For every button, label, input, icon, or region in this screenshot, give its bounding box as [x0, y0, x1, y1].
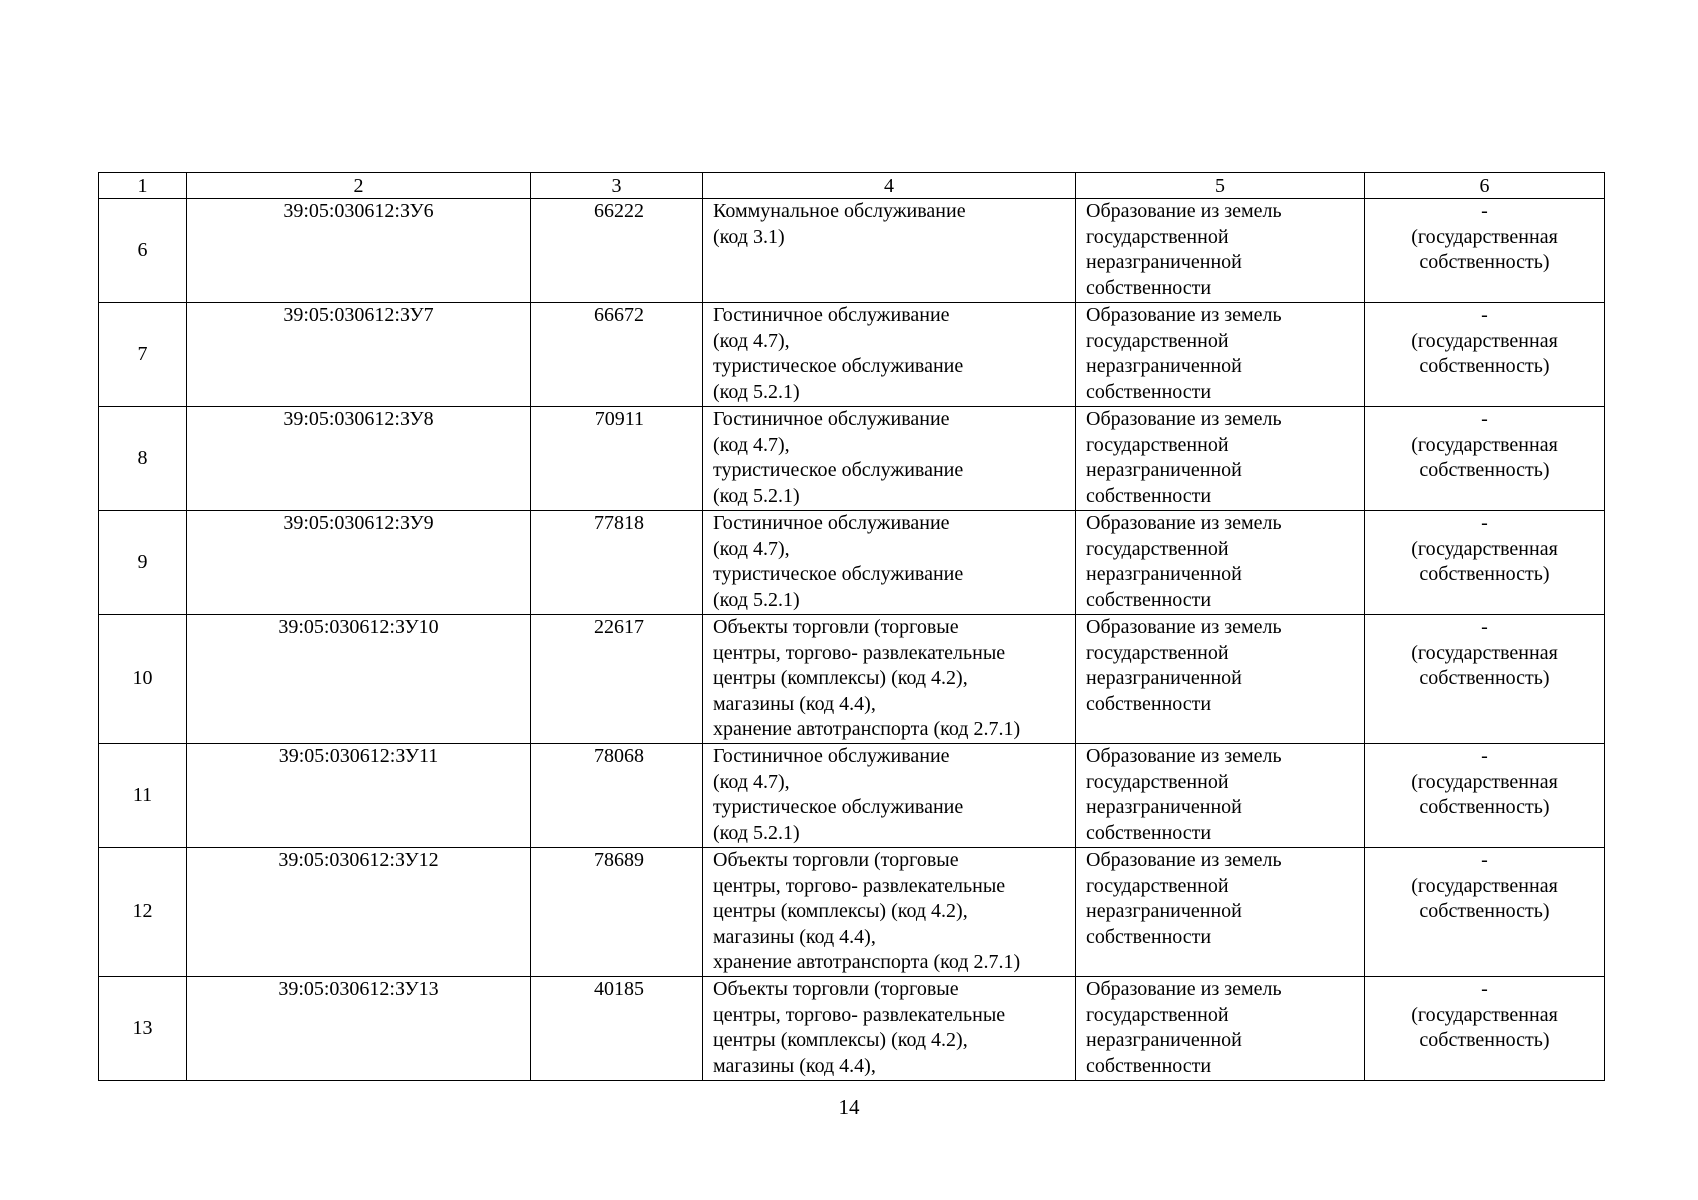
ownership-cell — [1365, 615, 1605, 744]
formation-method-cell-line: собственности — [1086, 1054, 1212, 1077]
ownership-cell-line: собственность) — [1419, 355, 1550, 378]
permitted-use-cell-line: Гостиничное обслуживание — [713, 745, 950, 767]
formation-method-cell-line: государственной — [1086, 433, 1229, 456]
formation-method-cell-line: неразграниченной — [1086, 459, 1242, 482]
ownership-cell — [1365, 303, 1605, 407]
permitted-use-cell-line: магазины (код 4.4), — [713, 1054, 876, 1077]
page-number: 14 — [838, 1095, 860, 1119]
permitted-use-cell-line: центры, торгово- развлекательные — [713, 874, 1006, 897]
formation-method-cell-line: Образование из земель — [1086, 200, 1282, 222]
permitted-use-cell-line: Гостиничное обслуживание — [713, 304, 950, 326]
table-row — [99, 977, 1605, 1081]
formation-method-cell — [1076, 615, 1365, 744]
ownership-cell-line: - — [1481, 849, 1488, 871]
column-number-cell: 3 — [531, 173, 703, 199]
column-number-cell: 6 — [1365, 173, 1605, 199]
table-body — [99, 173, 1605, 1081]
formation-method-cell — [1076, 303, 1365, 407]
formation-method-cell-line: государственной — [1086, 225, 1229, 248]
row-number-cell: 13 — [99, 977, 187, 1081]
area-cell: 70911 — [531, 407, 703, 511]
formation-method-cell-line: неразграниченной — [1086, 563, 1242, 586]
permitted-use-cell-line: центры, торгово- развлекательные — [713, 1003, 1006, 1026]
ownership-cell-line: собственность) — [1419, 1029, 1550, 1052]
formation-method-cell-line: Образование из земель — [1086, 512, 1282, 534]
ownership-cell-line: собственность) — [1419, 796, 1550, 819]
cadastral-number-cell: 39:05:030612:ЗУ12 — [187, 848, 531, 977]
permitted-use-cell-line: центры (комплексы) (код 4.2), — [713, 1029, 968, 1052]
row-number-cell: 7 — [99, 303, 187, 407]
permitted-use-cell-line: (код 5.2.1) — [713, 821, 800, 844]
permitted-use-cell — [703, 977, 1076, 1081]
permitted-use-cell — [703, 511, 1076, 615]
permitted-use-cell-line: туристическое обслуживание — [713, 355, 964, 378]
table-row — [99, 199, 1605, 303]
permitted-use-cell — [703, 744, 1076, 848]
area-cell: 66672 — [531, 303, 703, 407]
table-row — [99, 744, 1605, 848]
ownership-cell-line: - — [1481, 200, 1488, 222]
formation-method-cell-line: государственной — [1086, 329, 1229, 352]
cadastral-number-cell: 39:05:030612:ЗУ11 — [187, 744, 531, 848]
formation-method-cell-line: собственности — [1086, 821, 1212, 844]
cadastral-number-cell: 39:05:030612:ЗУ8 — [187, 407, 531, 511]
formation-method-cell-line: государственной — [1086, 641, 1229, 664]
formation-method-cell — [1076, 407, 1365, 511]
ownership-cell — [1365, 199, 1605, 303]
formation-method-cell — [1076, 199, 1365, 303]
permitted-use-cell-line: (код 4.7), — [713, 329, 790, 352]
area-cell: 78689 — [531, 848, 703, 977]
formation-method-cell-line: Образование из земель — [1086, 978, 1282, 1000]
formation-method-cell-line: собственности — [1086, 276, 1212, 299]
table-row — [99, 615, 1605, 744]
permitted-use-cell — [703, 303, 1076, 407]
ownership-cell-line: (государственная — [1411, 874, 1558, 897]
column-number-cell: 1 — [99, 173, 187, 199]
permitted-use-cell-line: центры (комплексы) (код 4.2), — [713, 667, 968, 690]
formation-method-cell — [1076, 977, 1365, 1081]
permitted-use-cell-line: Гостиничное обслуживание — [713, 512, 950, 534]
permitted-use-cell-line: Коммунальное обслуживание — [713, 200, 966, 222]
ownership-cell-line: собственность) — [1419, 251, 1550, 274]
ownership-cell-line: (государственная — [1411, 641, 1558, 664]
ownership-cell-line: (государственная — [1411, 1003, 1558, 1026]
permitted-use-cell — [703, 407, 1076, 511]
area-cell: 78068 — [531, 744, 703, 848]
formation-method-cell-line: государственной — [1086, 1003, 1229, 1026]
formation-method-cell-line: Образование из земель — [1086, 745, 1282, 767]
ownership-cell-line: - — [1481, 978, 1488, 1000]
cadastral-number-cell: 39:05:030612:ЗУ7 — [187, 303, 531, 407]
ownership-cell-line: - — [1481, 745, 1488, 767]
area-cell: 22617 — [531, 615, 703, 744]
cadastral-number-cell: 39:05:030612:ЗУ9 — [187, 511, 531, 615]
cadastral-number-cell: 39:05:030612:ЗУ13 — [187, 977, 531, 1081]
table-row — [99, 511, 1605, 615]
area-cell: 40185 — [531, 977, 703, 1081]
formation-method-cell-line: собственности — [1086, 484, 1212, 507]
area-cell: 77818 — [531, 511, 703, 615]
formation-method-cell-line: собственности — [1086, 380, 1212, 403]
formation-method-cell-line: Образование из земель — [1086, 408, 1282, 430]
ownership-cell — [1365, 848, 1605, 977]
permitted-use-cell-line: (код 4.7), — [713, 537, 790, 560]
permitted-use-cell-line: магазины (код 4.4), — [713, 925, 876, 948]
ownership-cell-line: - — [1481, 616, 1488, 638]
row-number-cell: 12 — [99, 848, 187, 977]
row-number-cell: 10 — [99, 615, 187, 744]
ownership-cell — [1365, 407, 1605, 511]
table-row — [99, 303, 1605, 407]
permitted-use-cell-line: (код 5.2.1) — [713, 380, 800, 403]
ownership-cell-line: собственность) — [1419, 563, 1550, 586]
ownership-cell — [1365, 511, 1605, 615]
permitted-use-cell-line: туристическое обслуживание — [713, 796, 964, 819]
permitted-use-cell — [703, 199, 1076, 303]
formation-method-cell-line: неразграниченной — [1086, 1029, 1242, 1052]
formation-method-cell-line: государственной — [1086, 874, 1229, 897]
permitted-use-cell-line: (код 4.7), — [713, 770, 790, 793]
permitted-use-cell-line: туристическое обслуживание — [713, 459, 964, 482]
permitted-use-cell-line: (код 5.2.1) — [713, 588, 800, 611]
formation-method-cell-line: Образование из земель — [1086, 849, 1282, 871]
permitted-use-cell — [703, 848, 1076, 977]
permitted-use-cell-line: центры (комплексы) (код 4.2), — [713, 900, 968, 923]
permitted-use-cell-line: Гостиничное обслуживание — [713, 408, 950, 430]
ownership-cell-line: - — [1481, 304, 1488, 326]
ownership-cell-line: (государственная — [1411, 225, 1558, 248]
row-number-cell: 6 — [99, 199, 187, 303]
permitted-use-cell-line: центры, торгово- развлекательные — [713, 641, 1006, 664]
permitted-use-cell-line: туристическое обслуживание — [713, 563, 964, 586]
ownership-cell-line: (государственная — [1411, 537, 1558, 560]
ownership-cell — [1365, 744, 1605, 848]
permitted-use-cell — [703, 615, 1076, 744]
area-cell: 66222 — [531, 199, 703, 303]
formation-method-cell — [1076, 511, 1365, 615]
formation-method-cell-line: собственности — [1086, 588, 1212, 611]
row-number-cell: 8 — [99, 407, 187, 511]
formation-method-cell-line: государственной — [1086, 537, 1229, 560]
ownership-cell-line: - — [1481, 512, 1488, 534]
column-number-cell: 5 — [1076, 173, 1365, 199]
formation-method-cell-line: неразграниченной — [1086, 355, 1242, 378]
land-plots-table — [98, 172, 1605, 1081]
table-row — [99, 407, 1605, 511]
ownership-cell-line: собственность) — [1419, 459, 1550, 482]
row-number-cell: 9 — [99, 511, 187, 615]
permitted-use-cell-line: хранение автотранспорта (код 2.7.1) — [713, 951, 1021, 974]
formation-method-cell — [1076, 744, 1365, 848]
formation-method-cell-line: собственности — [1086, 692, 1212, 715]
formation-method-cell-line: неразграниченной — [1086, 796, 1242, 819]
ownership-cell-line: собственность) — [1419, 667, 1550, 690]
column-number-cell: 4 — [703, 173, 1076, 199]
formation-method-cell-line: неразграниченной — [1086, 667, 1242, 690]
ownership-cell-line: собственность) — [1419, 900, 1550, 923]
column-number-row — [99, 173, 1605, 199]
ownership-cell-line: (государственная — [1411, 329, 1558, 352]
ownership-cell-line: - — [1481, 408, 1488, 430]
cadastral-number-cell: 39:05:030612:ЗУ6 — [187, 199, 531, 303]
permitted-use-cell-line: (код 3.1) — [713, 225, 785, 248]
formation-method-cell-line: Образование из земель — [1086, 304, 1282, 326]
cadastral-number-cell: 39:05:030612:ЗУ10 — [187, 615, 531, 744]
permitted-use-cell-line: Объекты торговли (торговые — [713, 849, 959, 871]
table-row — [99, 848, 1605, 977]
formation-method-cell-line: неразграниченной — [1086, 251, 1242, 274]
permitted-use-cell-line: Объекты торговли (торговые — [713, 616, 959, 638]
permitted-use-cell-line: магазины (код 4.4), — [713, 692, 876, 715]
ownership-cell-line: (государственная — [1411, 433, 1558, 456]
formation-method-cell-line: Образование из земель — [1086, 616, 1282, 638]
permitted-use-cell-line: Объекты торговли (торговые — [713, 978, 959, 1000]
ownership-cell-line: (государственная — [1411, 770, 1558, 793]
formation-method-cell-line: собственности — [1086, 925, 1212, 948]
formation-method-cell-line: государственной — [1086, 770, 1229, 793]
permitted-use-cell-line: (код 4.7), — [713, 433, 790, 456]
ownership-cell — [1365, 977, 1605, 1081]
column-number-cell: 2 — [187, 173, 531, 199]
formation-method-cell-line: неразграниченной — [1086, 900, 1242, 923]
permitted-use-cell-line: (код 5.2.1) — [713, 484, 800, 507]
formation-method-cell — [1076, 848, 1365, 977]
permitted-use-cell-line: хранение автотранспорта (код 2.7.1) — [713, 718, 1021, 741]
row-number-cell: 11 — [99, 744, 187, 848]
